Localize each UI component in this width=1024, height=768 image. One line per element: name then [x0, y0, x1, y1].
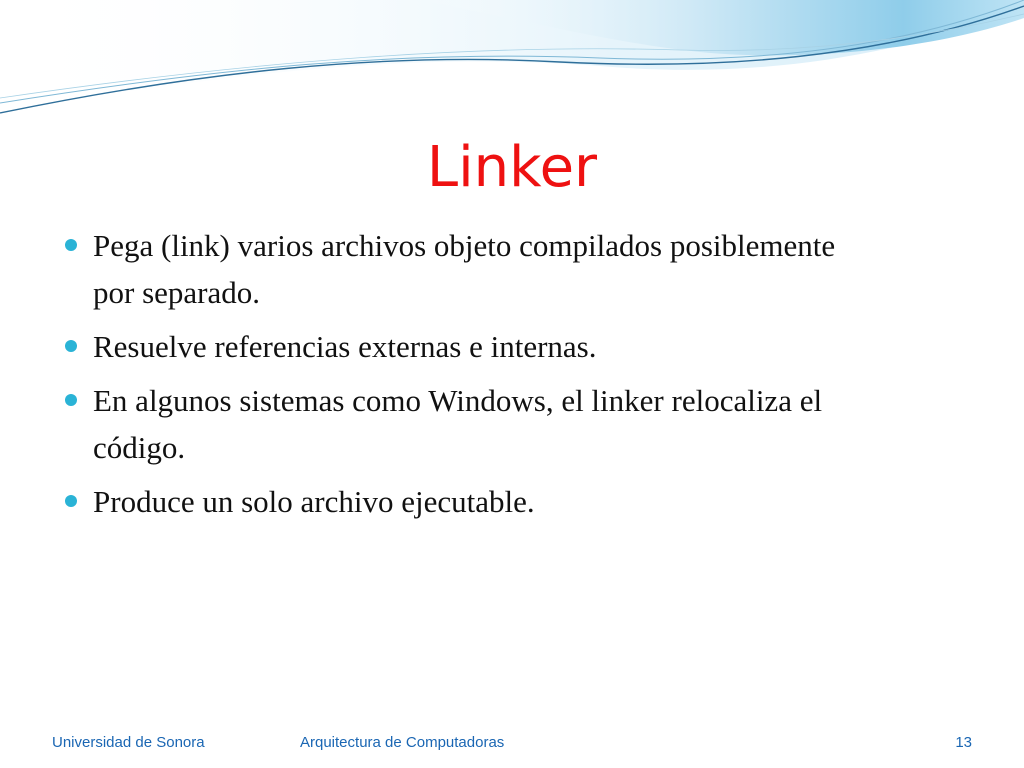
- bullet-text: En algunos sistemas como Windows, el linker relocaliza el código.: [93, 383, 823, 465]
- header-wave-decoration: [0, 0, 1024, 130]
- bullet-dot-icon: [65, 239, 77, 251]
- footer-page-number: 13: [955, 734, 972, 751]
- bullet-list: [62, 222, 842, 532]
- footer-course: Arquitectura de Computadoras: [300, 734, 505, 751]
- bullet-text: Pega (link) varios archivos objeto compilados posiblemente por separado.: [93, 228, 836, 310]
- bullet-dot-icon: [65, 495, 77, 507]
- bullet-item: [62, 478, 842, 525]
- footer-institution: Universidad de Sonora: [52, 734, 205, 751]
- bullet-item: [62, 323, 842, 370]
- bullet-text: Resuelve referencias externas e internas.: [93, 329, 597, 364]
- bullet-text: Produce un solo archivo ejecutable.: [93, 484, 535, 519]
- bullet-dot-icon: [65, 340, 77, 352]
- bullet-item: [62, 222, 842, 316]
- slide-title: Linker: [426, 135, 598, 200]
- bullet-dot-icon: [65, 394, 77, 406]
- bullet-item: [62, 377, 842, 471]
